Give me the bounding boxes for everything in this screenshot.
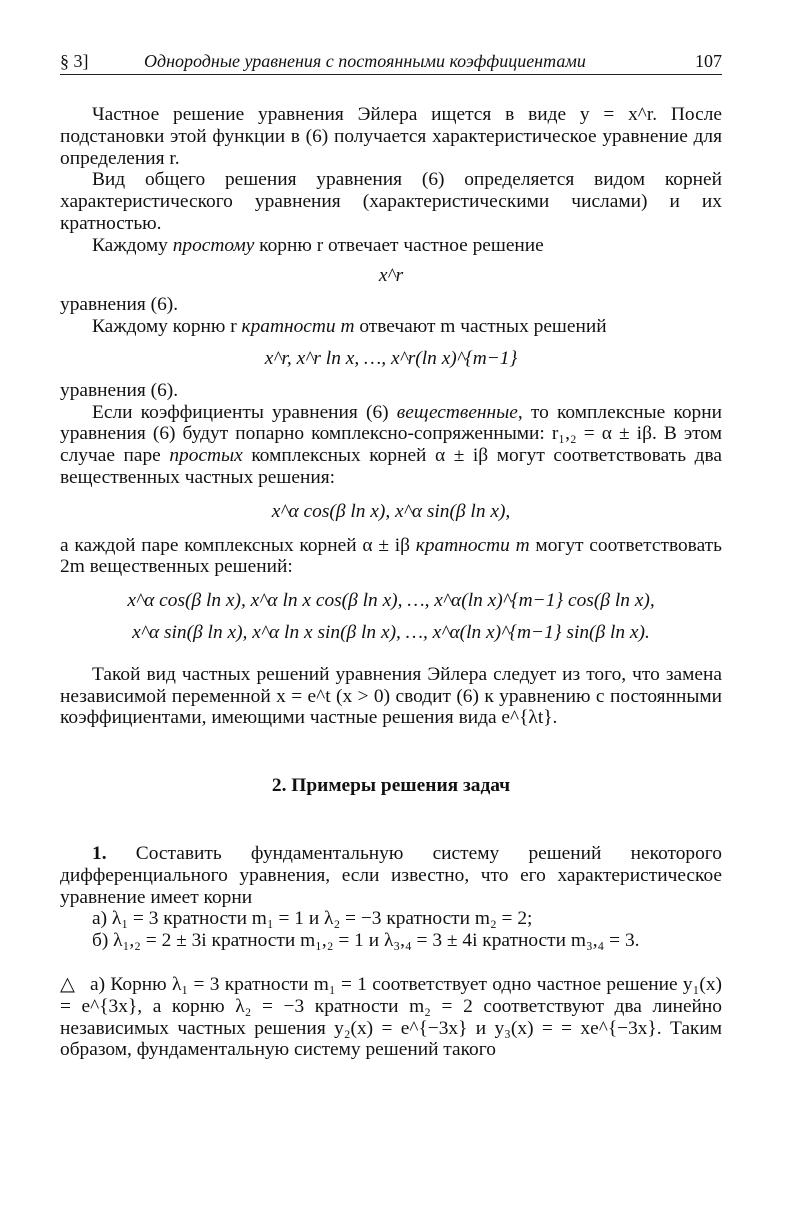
paragraph-1: Частное решение уравнения Эйлера ищется в виде y = x^r. После подстановки этой функции в (6) получается характеристическое уравнение для определения r. [60,104,722,169]
paragraph-5: Каждому корню r кратности m отвечают m частных решений [92,316,607,338]
paragraph-7: Если коэффициенты уравнения (6) вещественные, то комплексные корни уравнения (6) будут попарно комплексно-сопряженными: r₁,₂ = α ± iβ. В этом случае паре простых комплексных корней α ± iβ могут соответствовать два вещественных частных решения: [60,401,722,488]
chapter-title: Однородные уравнения с постоянными коэффициентами [144,51,586,71]
formula-3: x^α cos(β ln x), x^α sin(β ln x), [271,500,511,522]
section-title: 2. Примеры решения задач [271,775,511,797]
formula-2: x^r, x^r ln x, …, x^r(ln x)^{m−1} [264,347,518,369]
solution-mark-icon: △ [60,973,75,995]
page [60,48,722,1061]
solution: △ а) Корню λ₁ = 3 кратности m₁ = 1 соответствует одно частное решение y₁(x) = e^{3x}, а корню λ₂ = −3 кратности m₂ = 2 соответствуют два линейно независимых частных решения y₂(x) = e^{−3x} и y₃(x) = = xe^{−3x}. Таким образом, фундаментальную систему решений такого [60,973,722,1061]
problem-number: 1. [92,842,107,864]
paragraph-6: уравнения (6). [60,379,179,401]
formula-4: x^α cos(β ln x), x^α ln x cos(β ln x), …, x^α(ln x)^{m−1} cos(β ln x), [127,590,655,612]
formula-1: x^r [378,264,404,286]
paragraph-9: Такой вид частных решений уравнения Эйлера следует из того, что замена независимой переменной x = e^t (x > 0) сводит (6) к уравнению с постоянными коэффициентами, имеющими частные решения вида e^{λt}. [60,663,722,729]
problem-part-b: б) λ₁,₂ = 2 ± 3i кратности m₁,₂ = 1 и λ₃,₄ = 3 ± 4i кратности m₃,₄ = 3. [92,930,640,952]
problem-1: 1. Составить фундаментальную систему решений некоторого дифференциального уравнения, если известно, что его характеристическое уравнение имеет корни [60,842,722,908]
running-head [60,48,722,75]
formula-5: x^α sin(β ln x), x^α ln x sin(β ln x), …, x^α(ln x)^{m−1} sin(β ln x). [132,621,650,643]
problem-part-a: а) λ₁ = 3 кратности m₁ = 1 и λ₂ = −3 кратности m₂ = 2; [92,908,533,930]
paragraph-3: Каждому простому корню r отвечает частное решение [92,234,544,256]
paragraph-4: уравнения (6). [60,294,179,316]
paragraph-8: а каждой паре комплексных корней α ± iβ кратности m могут соответствовать 2m вещественных решений: [60,534,722,578]
section-number: § 3] [60,51,89,71]
page-number: 107 [695,51,722,71]
paragraph-2: Вид общего решения уравнения (6) определяется видом корней характеристического уравнения (характеристическими числами) и их кратностью. [60,169,722,234]
